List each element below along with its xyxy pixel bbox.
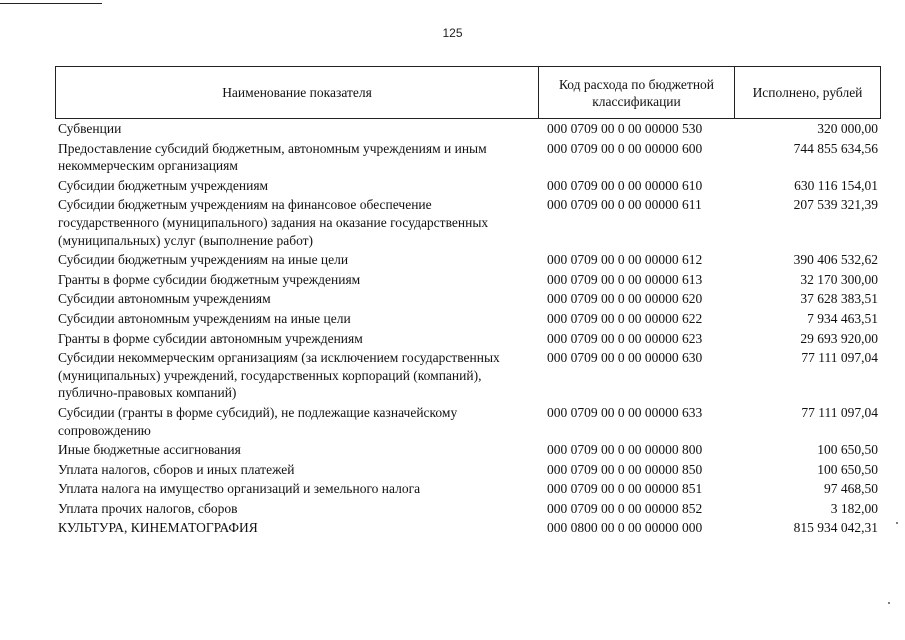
row-code: 000 0709 00 0 00 00000 613 bbox=[547, 271, 703, 287]
table-row bbox=[56, 310, 880, 328]
row-code: 000 0709 00 0 00 00000 633 bbox=[547, 404, 703, 420]
row-code: 000 0709 00 0 00 00000 852 bbox=[547, 500, 703, 516]
row-name: Субсидии бюджетным учреждениям на финансовое обеспечение государственного (муниципального) задания на оказание государственных (муниципальных) услуг (выполнение работ) bbox=[58, 197, 489, 248]
table-row bbox=[56, 441, 880, 459]
row-code: 000 0709 00 0 00 00000 611 bbox=[547, 197, 702, 213]
table-row bbox=[56, 500, 880, 518]
table-body bbox=[56, 120, 880, 539]
row-sum: 37 628 383,51 bbox=[800, 291, 878, 307]
row-sum: 100 650,50 bbox=[817, 461, 878, 477]
header-name: Наименование показателя bbox=[56, 67, 539, 118]
row-code: 000 0800 00 0 00 00000 000 bbox=[547, 520, 703, 536]
row-name: Предоставление субсидий бюджетным, автономным учреждениям и иным некоммерческим организациям bbox=[58, 140, 487, 174]
row-name: Субвенции bbox=[58, 121, 122, 136]
row-sum: 77 111 097,04 bbox=[801, 350, 878, 366]
row-sum: 390 406 532,62 bbox=[793, 252, 878, 268]
row-code: 000 0709 00 0 00 00000 612 bbox=[547, 252, 703, 268]
table-row bbox=[56, 271, 880, 289]
row-code: 000 0709 00 0 00 00000 630 bbox=[547, 350, 703, 366]
table-row bbox=[56, 519, 880, 537]
row-name: Субсидии некоммерческим организациям (за исключением государственных (муниципальных) учреждений, государственных корпораций (компаний), публично-правовых компаний) bbox=[58, 350, 500, 401]
row-sum: 320 000,00 bbox=[817, 121, 878, 136]
row-sum: 77 111 097,04 bbox=[801, 404, 878, 420]
row-name: Уплата налогов, сборов и иных платежей bbox=[58, 461, 295, 477]
table-row bbox=[56, 120, 880, 138]
row-sum: 744 855 634,56 bbox=[793, 140, 878, 156]
row-code: 000 0709 00 0 00 00000 800 bbox=[547, 442, 703, 458]
page-number: 125 bbox=[442, 26, 463, 40]
row-name: Субсидии бюджетным учреждениям на иные цели bbox=[58, 252, 349, 268]
row-name: КУЛЬТУРА, КИНЕМАТОГРАФИЯ bbox=[58, 520, 258, 536]
table-row bbox=[56, 290, 880, 308]
table-header bbox=[55, 66, 881, 119]
row-sum: 207 539 321,39 bbox=[793, 197, 878, 213]
row-code: 000 0709 00 0 00 00000 851 bbox=[547, 481, 703, 497]
row-code: 000 0709 00 0 00 00000 530 bbox=[547, 121, 703, 136]
table-row bbox=[56, 196, 880, 249]
scan-mark bbox=[888, 602, 890, 604]
row-code: 000 0709 00 0 00 00000 620 bbox=[547, 291, 703, 307]
header-sum: Исполнено, рублей bbox=[752, 85, 863, 100]
row-name: Иные бюджетные ассигнования bbox=[58, 442, 241, 458]
header-code: Код расхода по бюджетной классификации bbox=[539, 67, 735, 118]
row-name: Уплата налога на имущество организаций и земельного налога bbox=[58, 481, 421, 497]
row-name: Субсидии (гранты в форме субсидий), не подлежащие казначейскому сопровождению bbox=[58, 404, 458, 438]
row-sum: 100 650,50 bbox=[817, 442, 878, 458]
row-name: Субсидии автономным учреждениям bbox=[58, 291, 271, 307]
top-rule-line bbox=[0, 3, 102, 4]
table-row bbox=[56, 404, 880, 439]
table-row bbox=[56, 251, 880, 269]
table-row bbox=[56, 177, 880, 195]
row-name: Гранты в форме субсидии бюджетным учреждениям bbox=[58, 271, 361, 287]
row-code: 000 0709 00 0 00 00000 850 bbox=[547, 461, 703, 477]
row-name: Субсидии автономным учреждениям на иные цели bbox=[58, 310, 351, 326]
row-name: Гранты в форме субсидии автономным учреждениям bbox=[58, 330, 363, 346]
row-sum: 815 934 042,31 bbox=[793, 520, 878, 536]
row-code: 000 0709 00 0 00 00000 622 bbox=[547, 310, 703, 326]
table-row bbox=[56, 480, 880, 498]
row-sum: 97 468,50 bbox=[824, 481, 878, 497]
row-sum: 630 116 154,01 bbox=[794, 177, 878, 193]
row-code: 000 0709 00 0 00 00000 623 bbox=[547, 330, 703, 346]
row-sum: 29 693 920,00 bbox=[800, 330, 878, 346]
table-row bbox=[56, 140, 880, 175]
table-row bbox=[56, 330, 880, 348]
row-sum: 3 182,00 bbox=[830, 500, 878, 516]
row-code: 000 0709 00 0 00 00000 600 bbox=[547, 140, 703, 156]
row-code: 000 0709 00 0 00 00000 610 bbox=[547, 177, 703, 193]
row-sum: 7 934 463,51 bbox=[807, 310, 878, 326]
scan-mark bbox=[896, 522, 898, 524]
table-row bbox=[56, 461, 880, 479]
table-row bbox=[56, 349, 880, 402]
row-name: Уплата прочих налогов, сборов bbox=[58, 500, 238, 516]
row-sum: 32 170 300,00 bbox=[800, 271, 878, 287]
row-name: Субсидии бюджетным учреждениям bbox=[58, 177, 269, 193]
